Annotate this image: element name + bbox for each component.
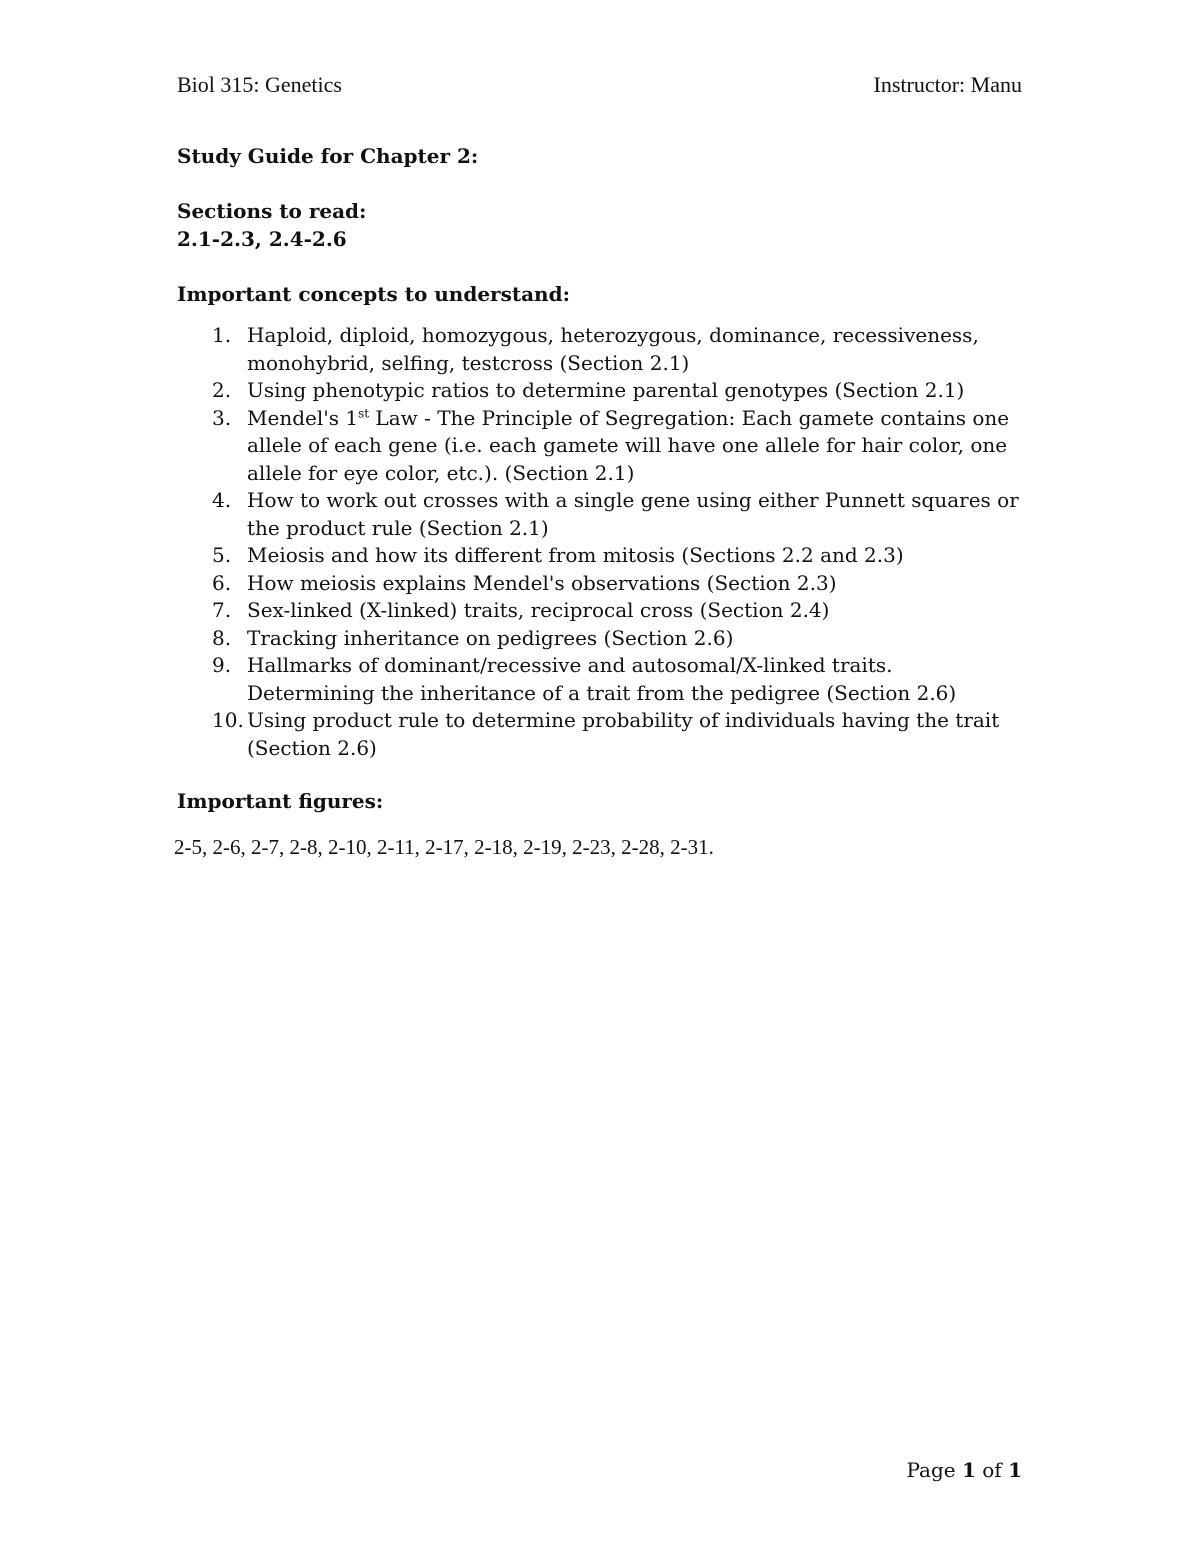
list-line: Using phenotypic ratios to determine parental genotypes (Section 2.1) <box>247 378 965 402</box>
page-current: 1 <box>961 1458 976 1482</box>
list-line <box>247 405 1037 433</box>
list-line: Determining the inheritance of a trait from the pedigree (Section 2.6) <box>247 680 957 705</box>
list-item <box>177 625 1037 653</box>
list-item <box>177 405 1037 488</box>
list-number: 4. <box>212 488 232 512</box>
list-line: How meiosis explains Mendel's observations (Section 2.3) <box>247 570 837 595</box>
list-number: 9. <box>212 653 232 677</box>
list-item <box>177 377 1037 405</box>
list-line: (Section 2.6) <box>247 735 377 760</box>
list-item <box>177 322 1037 377</box>
list-line: Sex-linked (X-linked) traits, reciprocal cross (Section 2.4) <box>247 598 830 622</box>
sections-value: 2.1-2.3, 2.4-2.6 <box>177 226 347 251</box>
list-line: How to work out crosses with a single gene using either Punnett squares or <box>247 488 1019 512</box>
list-item <box>177 542 1037 570</box>
document-body <box>174 143 1037 861</box>
list-line: allele of each gene (i.e. each gamete will have one allele for hair color, one <box>247 433 1008 457</box>
list-line: Haploid, diploid, homozygous, heterozygous, dominance, recessiveness, <box>247 323 979 347</box>
list-line: Hallmarks of dominant/recessive and autosomal/X-linked traits. <box>247 653 893 677</box>
list-item <box>177 570 1037 598</box>
list-line: Tracking inheritance on pedigrees (Section 2.6) <box>247 625 734 650</box>
list-item <box>177 652 1037 707</box>
list-line: Meiosis and how its different from mitosis (Sections 2.2 and 2.3) <box>247 543 904 567</box>
page-word: Page <box>906 1458 956 1482</box>
list-number: 5. <box>212 543 232 567</box>
figures-value: 2-5, 2-6, 2-7, 2-8, 2-10, 2-11, 2-17, 2-18, 2-19, 2-23, 2-28, 2-31. <box>174 834 714 859</box>
list-number: 8. <box>212 625 232 650</box>
document-title: Study Guide for Chapter 2: <box>177 144 479 168</box>
list-text-pre: Mendel's 1 <box>247 405 359 430</box>
of-word: of <box>982 1458 1002 1482</box>
list-number: 1. <box>212 323 232 347</box>
ordinal-suffix: st <box>358 405 370 420</box>
header-instructor: Instructor: Manu <box>873 72 1022 97</box>
list-line: allele for eye color, etc.). (Section 2.1) <box>247 460 635 485</box>
sections-label: Sections to read: <box>177 199 367 223</box>
list-text-post: Law - The Principle of Segregation: Each gamete contains one <box>369 405 1010 430</box>
list-number: 10. <box>212 708 244 732</box>
list-number: 6. <box>212 570 232 595</box>
list-number: 3. <box>212 405 232 430</box>
list-line: monohybrid, selfing, testcross (Section 2.1) <box>247 350 690 375</box>
figures-label: Important figures: <box>177 789 384 813</box>
concepts-list <box>177 322 1037 762</box>
list-number: 7. <box>212 598 232 622</box>
list-line: Using product rule to determine probability of individuals having the trait <box>247 708 1000 732</box>
header-course: Biol 315: Genetics <box>177 72 342 97</box>
list-item <box>177 597 1037 625</box>
page-number <box>907 1458 1023 1482</box>
list-line: the product rule (Section 2.1) <box>247 515 549 540</box>
concepts-label: Important concepts to understand: <box>177 281 570 306</box>
list-number: 2. <box>212 378 232 402</box>
list-item <box>177 487 1037 542</box>
list-item <box>177 707 1037 762</box>
page-total: 1 <box>1008 1458 1022 1482</box>
